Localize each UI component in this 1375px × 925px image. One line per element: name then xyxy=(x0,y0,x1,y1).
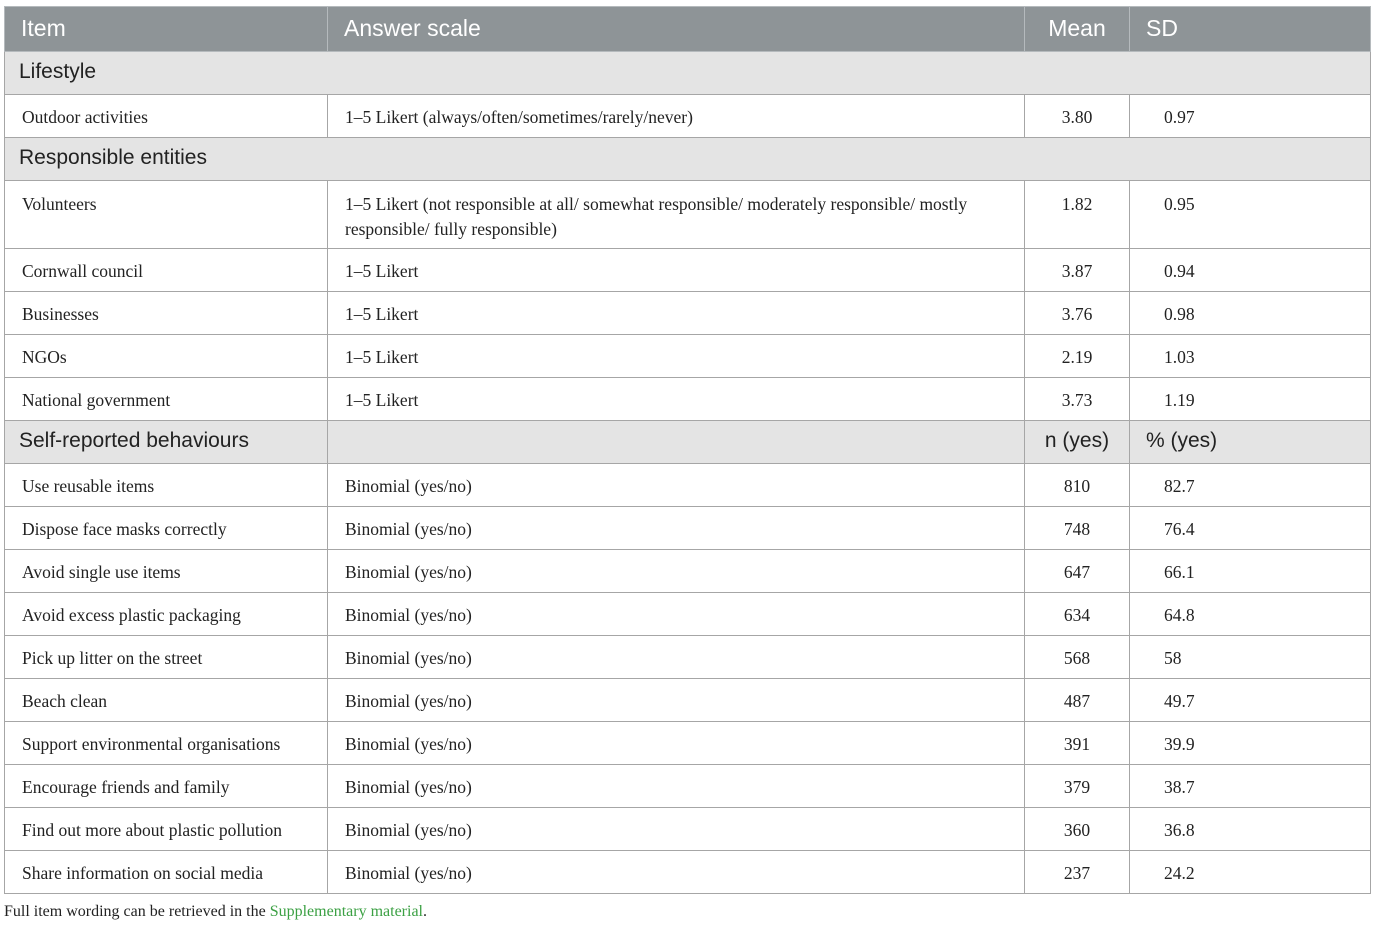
section-row-lifestyle xyxy=(5,52,1371,95)
cell-pct-yes: 76.4 xyxy=(1130,507,1371,550)
header-item: Item xyxy=(5,7,328,52)
table-row xyxy=(5,378,1371,421)
table-row xyxy=(5,722,1371,765)
cell-n-yes: 810 xyxy=(1025,464,1130,507)
supplementary-material-link[interactable]: Supplementary material xyxy=(269,903,423,920)
header-answer-scale: Answer scale xyxy=(328,7,1025,52)
cell-pct-yes: 49.7 xyxy=(1130,679,1371,722)
cell-mean: 3.73 xyxy=(1025,378,1130,421)
cell-sd: 0.98 xyxy=(1130,292,1371,335)
cell-mean: 3.76 xyxy=(1025,292,1130,335)
table-row xyxy=(5,464,1371,507)
cell-item: Encourage friends and family xyxy=(5,765,328,808)
cell-n-yes: 391 xyxy=(1025,722,1130,765)
section-title: Self-reported behaviours xyxy=(5,421,328,464)
cell-pct-yes: 36.8 xyxy=(1130,808,1371,851)
section-empty-cell xyxy=(328,421,1025,464)
cell-item: National government xyxy=(5,378,328,421)
cell-pct-yes: 38.7 xyxy=(1130,765,1371,808)
table-row xyxy=(5,808,1371,851)
table-footnote xyxy=(4,903,1370,921)
cell-n-yes: 360 xyxy=(1025,808,1130,851)
table-row xyxy=(5,765,1371,808)
table-row xyxy=(5,95,1371,138)
cell-n-yes: 634 xyxy=(1025,593,1130,636)
section-col-pct-yes: % (yes) xyxy=(1130,421,1371,464)
cell-item: Find out more about plastic pollution xyxy=(5,808,328,851)
cell-item: Businesses xyxy=(5,292,328,335)
cell-answer-scale: Binomial (yes/no) xyxy=(328,808,1025,851)
cell-sd: 1.03 xyxy=(1130,335,1371,378)
cell-mean: 2.19 xyxy=(1025,335,1130,378)
table-container xyxy=(4,6,1370,921)
cell-answer-scale: 1–5 Likert xyxy=(328,292,1025,335)
cell-item: Share information on social media xyxy=(5,851,328,894)
table-row xyxy=(5,249,1371,292)
cell-sd: 0.94 xyxy=(1130,249,1371,292)
cell-answer-scale: Binomial (yes/no) xyxy=(328,507,1025,550)
cell-answer-scale: 1–5 Likert (not responsible at all/ somewhat responsible/ moderately responsible/ mostly responsible/ fully responsible) xyxy=(328,181,1025,249)
cell-sd: 1.19 xyxy=(1130,378,1371,421)
cell-item: Dispose face masks correctly xyxy=(5,507,328,550)
section-row-responsible-entities xyxy=(5,138,1371,181)
table-row xyxy=(5,593,1371,636)
cell-item: Cornwall council xyxy=(5,249,328,292)
cell-answer-scale: 1–5 Likert xyxy=(328,249,1025,292)
cell-answer-scale: Binomial (yes/no) xyxy=(328,550,1025,593)
cell-pct-yes: 58 xyxy=(1130,636,1371,679)
cell-n-yes: 237 xyxy=(1025,851,1130,894)
cell-mean: 3.87 xyxy=(1025,249,1130,292)
table-row xyxy=(5,181,1371,249)
cell-answer-scale: 1–5 Likert xyxy=(328,335,1025,378)
cell-item: Volunteers xyxy=(5,181,328,249)
cell-pct-yes: 24.2 xyxy=(1130,851,1371,894)
table-row xyxy=(5,292,1371,335)
table-row xyxy=(5,550,1371,593)
table-row xyxy=(5,335,1371,378)
cell-item: Avoid excess plastic packaging xyxy=(5,593,328,636)
cell-mean: 1.82 xyxy=(1025,181,1130,249)
section-col-n-yes: n (yes) xyxy=(1025,421,1130,464)
cell-answer-scale: 1–5 Likert xyxy=(328,378,1025,421)
cell-item: Outdoor activities xyxy=(5,95,328,138)
section-row-self-reported-behaviours xyxy=(5,421,1371,464)
cell-answer-scale: Binomial (yes/no) xyxy=(328,593,1025,636)
cell-pct-yes: 66.1 xyxy=(1130,550,1371,593)
cell-answer-scale: 1–5 Likert (always/often/sometimes/rarely/never) xyxy=(328,95,1025,138)
cell-answer-scale: Binomial (yes/no) xyxy=(328,722,1025,765)
cell-n-yes: 568 xyxy=(1025,636,1130,679)
section-title: Responsible entities xyxy=(5,138,1371,181)
cell-answer-scale: Binomial (yes/no) xyxy=(328,636,1025,679)
cell-answer-scale: Binomial (yes/no) xyxy=(328,851,1025,894)
table-row xyxy=(5,679,1371,722)
table-row xyxy=(5,507,1371,550)
table-header-row xyxy=(5,7,1371,52)
cell-answer-scale: Binomial (yes/no) xyxy=(328,679,1025,722)
cell-pct-yes: 82.7 xyxy=(1130,464,1371,507)
cell-n-yes: 487 xyxy=(1025,679,1130,722)
cell-n-yes: 647 xyxy=(1025,550,1130,593)
cell-answer-scale: Binomial (yes/no) xyxy=(328,765,1025,808)
survey-items-table xyxy=(4,6,1371,894)
footnote-text: Full item wording can be retrieved in the xyxy=(4,903,270,920)
cell-answer-scale: Binomial (yes/no) xyxy=(328,464,1025,507)
footnote-period: . xyxy=(422,903,427,920)
cell-n-yes: 379 xyxy=(1025,765,1130,808)
cell-sd: 0.95 xyxy=(1130,181,1371,249)
section-title: Lifestyle xyxy=(5,52,1371,95)
cell-item: Avoid single use items xyxy=(5,550,328,593)
header-mean: Mean xyxy=(1025,7,1130,52)
cell-item: Beach clean xyxy=(5,679,328,722)
cell-item: Pick up litter on the street xyxy=(5,636,328,679)
cell-pct-yes: 64.8 xyxy=(1130,593,1371,636)
cell-mean: 3.80 xyxy=(1025,95,1130,138)
cell-n-yes: 748 xyxy=(1025,507,1130,550)
header-sd: SD xyxy=(1130,7,1371,52)
cell-sd: 0.97 xyxy=(1130,95,1371,138)
cell-item: NGOs xyxy=(5,335,328,378)
cell-item: Use reusable items xyxy=(5,464,328,507)
cell-pct-yes: 39.9 xyxy=(1130,722,1371,765)
table-row xyxy=(5,851,1371,894)
table-row xyxy=(5,636,1371,679)
cell-item: Support environmental organisations xyxy=(5,722,328,765)
